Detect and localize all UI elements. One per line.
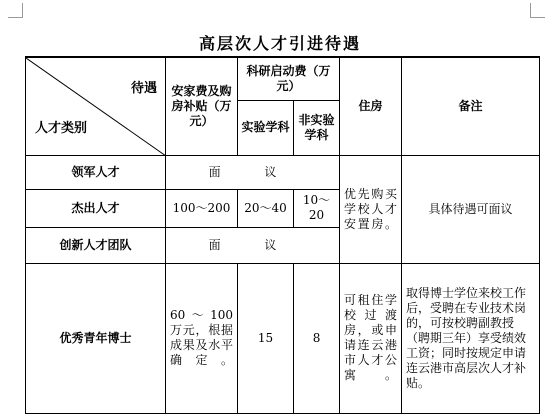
row-category-young-doctor: 优秀青年博士: [26, 263, 166, 413]
talent-benefits-table: [25, 56, 540, 414]
header-category-label: 人才类别: [35, 121, 88, 136]
diagonal-line: [26, 58, 166, 155]
row-young-doctor-notes: 取得博士学位来校工作后，受聘在专业技术岗的，可按校聘副教授（聘期三年）享受绩效工资；同时按规定申请连云港市高层次人才补贴。: [402, 263, 540, 413]
row-young-doctor-non-experimental: 8: [294, 263, 340, 413]
row-innovation-team-negotiable: 面 议: [166, 227, 340, 263]
row-outstanding-settlement: 100～200: [166, 189, 238, 227]
page-corner-mark-left: [8, 3, 23, 18]
row-outstanding-experimental: 20～40: [238, 189, 294, 227]
table-row: [26, 155, 540, 189]
header-housing: 住房: [340, 57, 402, 155]
shared-housing-cell: 优先购买学校人才安置房。: [340, 155, 402, 263]
header-notes: 备注: [402, 57, 540, 155]
row-young-doctor-settlement: 60～100 万元，根据成果及水平确定。: [166, 263, 238, 413]
header-settlement-subsidy: 安家费及购房补贴（万元）: [166, 57, 238, 155]
row-outstanding-non-experimental: 10～20: [294, 189, 340, 227]
table-row: [26, 263, 540, 413]
row-category-leading-talent: 领军人才: [26, 155, 166, 189]
document-title: 高层次人才引进待遇: [198, 34, 361, 53]
header-non-experimental-discipline: 非实验学科: [294, 100, 340, 155]
row-young-doctor-housing: 可租住学校过渡房，或申请连云港市人才公寓。: [340, 263, 402, 413]
diagonal-header-cell: [26, 57, 166, 155]
page-corner-mark-right: [530, 3, 545, 18]
row-category-innovation-team: 创新人才团队: [26, 227, 166, 263]
shared-notes-cell: 具体待遇可面议: [402, 155, 540, 263]
header-treatment-label: 待遇: [130, 81, 157, 96]
header-research-funding: 科研启动费（万元）: [238, 57, 340, 100]
row-young-doctor-experimental: 15: [238, 263, 294, 413]
header-experimental-discipline: 实验学科: [238, 100, 294, 155]
row-leading-talent-negotiable: 面 议: [166, 155, 340, 189]
row-category-outstanding-talent: 杰出人才: [26, 189, 166, 227]
